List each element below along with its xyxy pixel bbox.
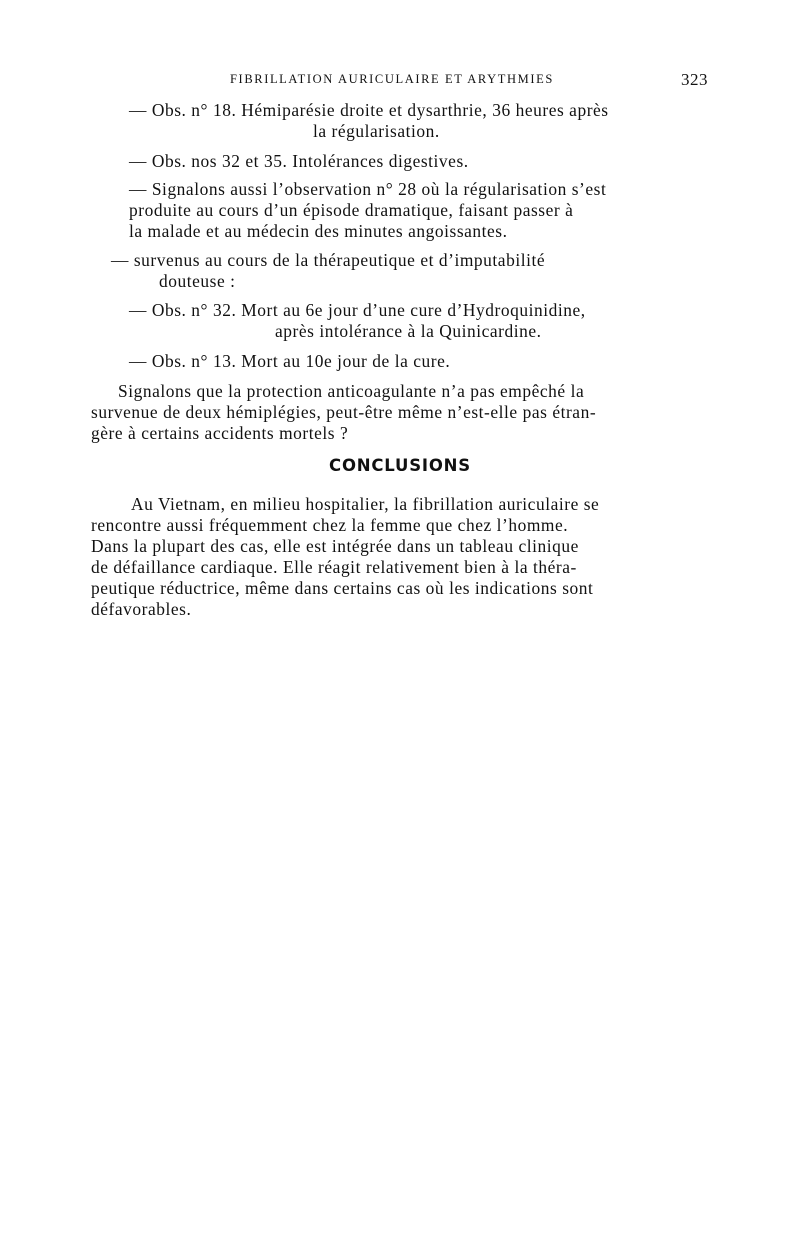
protection-line-3: gère à certains accidents mortels ? bbox=[91, 423, 349, 443]
obs-32-35-entry bbox=[91, 151, 716, 172]
survenus-line-2: douteuse : bbox=[159, 271, 236, 291]
obs-32-line-1: — Obs. n° 32. Mort au 6e jour d’une cure d’Hydroquinidine, bbox=[129, 300, 586, 320]
survenus-entry bbox=[91, 250, 716, 292]
conclusions-line-1: Au Vietnam, en milieu hospitalier, la fibrillation auriculaire se bbox=[131, 494, 600, 514]
protection-line-2: survenue de deux hémiplégies, peut-être même n’est-elle pas étran- bbox=[91, 402, 597, 422]
obs-18-entry bbox=[91, 100, 716, 142]
conclusions-line-5: peutique réductrice, même dans certains cas où les indications sont bbox=[91, 578, 594, 598]
obs-32-line-2: après intolérance à la Quinicardine. bbox=[275, 321, 542, 341]
obs-28-line-2: produite au cours d’un épisode dramatique, faisant passer à bbox=[129, 200, 574, 220]
survenus-line-1: — survenus au cours de la thérapeutique et d’imputabilité bbox=[111, 250, 546, 270]
conclusions-heading: CONCLUSIONS bbox=[329, 456, 471, 475]
page-number: 323 bbox=[681, 70, 708, 89]
obs-32-entry bbox=[91, 300, 716, 342]
obs-28-line-3: la malade et au médecin des minutes angoissantes. bbox=[129, 221, 508, 241]
conclusions-line-6: défavorables. bbox=[91, 599, 192, 619]
running-header bbox=[0, 70, 800, 92]
conclusions-paragraph bbox=[91, 494, 716, 620]
conclusions-line-4: de défaillance cardiaque. Elle réagit relativement bien à la théra- bbox=[91, 557, 577, 577]
obs-18-line-2: la régularisation. bbox=[313, 121, 440, 141]
obs-28-entry bbox=[91, 179, 716, 242]
conclusions-line-3: Dans la plupart des cas, elle est intégrée dans un tableau clinique bbox=[91, 536, 579, 556]
protection-line-1: Signalons que la protection anticoagulante n’a pas empêché la bbox=[118, 381, 585, 401]
obs-13-entry bbox=[91, 351, 716, 372]
protection-paragraph bbox=[91, 381, 716, 444]
observations-list bbox=[91, 100, 716, 444]
obs-13-line-1: — Obs. n° 13. Mort au 10e jour de la cure. bbox=[129, 351, 451, 371]
obs-32-35-line-1: — Obs. nos 32 et 35. Intolérances digestives. bbox=[129, 151, 469, 171]
obs-18-line-1: — Obs. n° 18. Hémiparésie droite et dysarthrie, 36 heures après bbox=[129, 100, 609, 120]
conclusions-line-2: rencontre aussi fréquemment chez la femme que chez l’homme. bbox=[91, 515, 569, 535]
running-title: FIBRILLATION AURICULAIRE ET ARYTHMIES bbox=[230, 72, 554, 86]
obs-28-line-1: — Signalons aussi l’observation n° 28 où la régularisation s’est bbox=[129, 179, 607, 199]
